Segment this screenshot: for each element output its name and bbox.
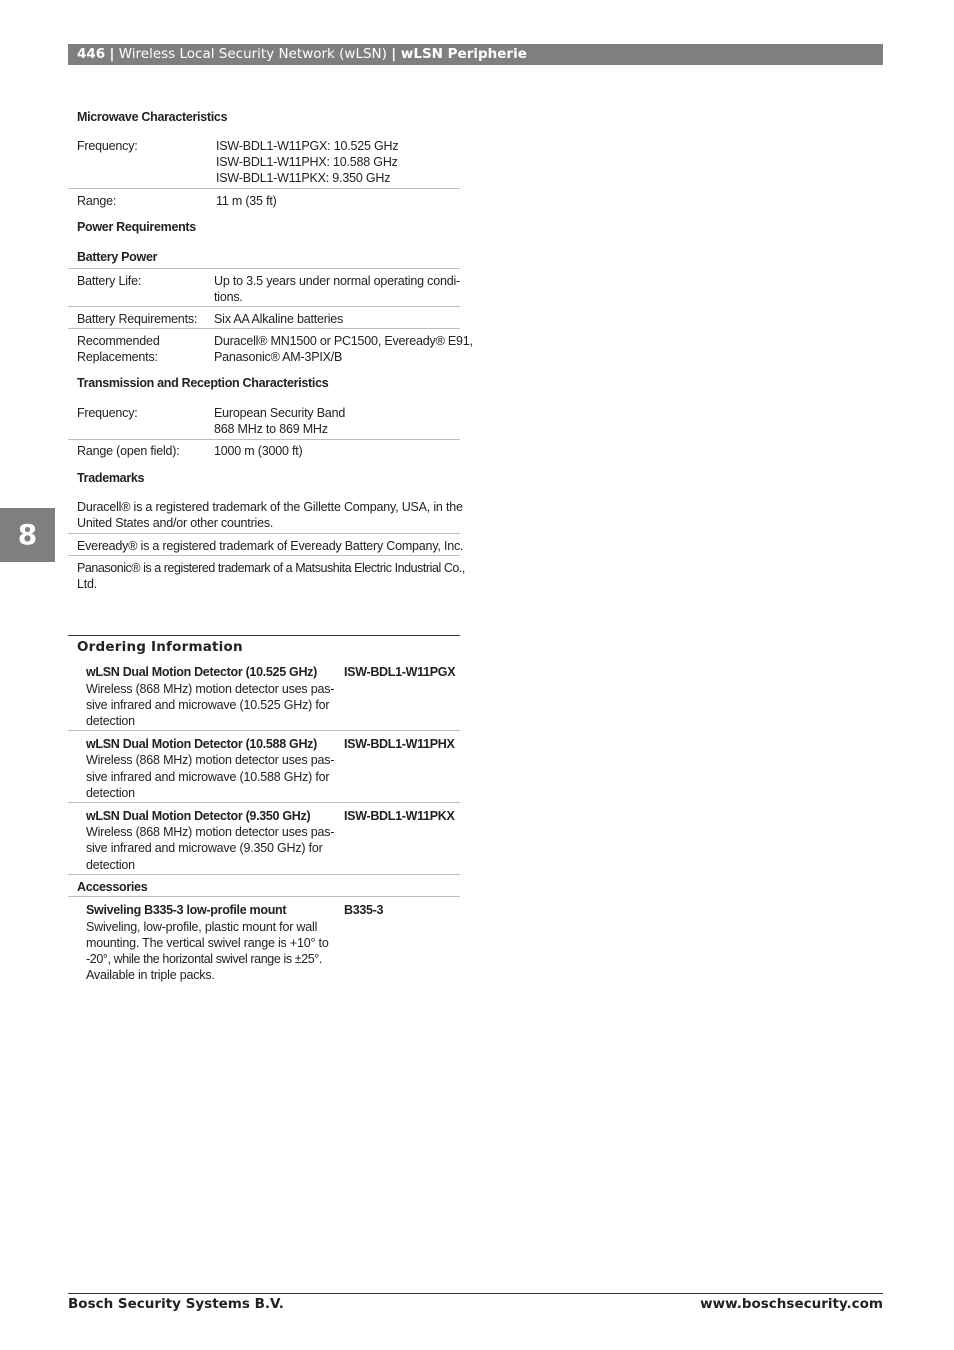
- product-name: wLSN Dual Motion Detector (10.588 GHz): [86, 737, 317, 751]
- replacements-value-2: Panasonic® AM-3PIX/B: [214, 350, 343, 364]
- page-number: 446: [77, 46, 106, 62]
- product-desc: sive infrared and microwave (10.525 GHz) for: [86, 698, 330, 712]
- mw-frequency-value-2: ISW-BDL1-W11PHX: 10.588 GHz: [216, 155, 398, 169]
- accessory-desc: Swiveling, low-profile, plastic mount for wall: [86, 920, 318, 934]
- header-separator: |: [109, 46, 115, 62]
- trademarks-heading: Trademarks: [77, 471, 145, 485]
- trademark-duracell-1: Duracell® is a registered trademark of the Gillette Company, USA, in the: [77, 500, 463, 514]
- accessories-heading: Accessories: [77, 880, 148, 894]
- tx-frequency-value-2: 868 MHz to 869 MHz: [214, 422, 328, 436]
- footer-website: www.boschsecurity.com: [700, 1296, 883, 1312]
- divider: [68, 874, 460, 875]
- page-header: [68, 44, 883, 65]
- divider: [68, 188, 460, 189]
- mw-frequency-value-3: ISW-BDL1-W11PKX: 9.350 GHz: [216, 171, 391, 185]
- microwave-heading: Microwave Characteristics: [77, 110, 228, 124]
- product-code: ISW-BDL1-W11PKX: [344, 809, 455, 823]
- divider: [68, 730, 460, 731]
- accessory-name: Swiveling B335-3 low-profile mount: [86, 903, 287, 917]
- trademark-duracell-2: United States and/or other countries.: [77, 516, 274, 530]
- divider: [68, 555, 460, 556]
- mw-frequency-value-1: ISW-BDL1-W11PGX: 10.525 GHz: [216, 139, 399, 153]
- mw-range-value: 11 m (35 ft): [216, 194, 277, 208]
- tx-range-value: 1000 m (3000 ft): [214, 444, 303, 458]
- product-code: ISW-BDL1-W11PGX: [344, 665, 456, 679]
- product-name: wLSN Dual Motion Detector (9.350 GHz): [86, 809, 311, 823]
- chapter-tab: 8: [0, 508, 55, 562]
- product-desc: detection: [86, 714, 135, 728]
- divider: [68, 328, 460, 329]
- ordering-title: Ordering Information: [77, 639, 243, 655]
- product-desc: sive infrared and microwave (9.350 GHz) for: [86, 841, 323, 855]
- ordering-top-rule: [68, 635, 460, 636]
- divider: [68, 896, 460, 897]
- mw-frequency-label: Frequency:: [77, 139, 138, 153]
- replacements-value-1: Duracell® MN1500 or PC1500, Eveready® E91,: [214, 334, 473, 348]
- trademark-panasonic-1: Panasonic® is a registered trademark of a Matsushita Electric Industrial Co.,: [77, 561, 465, 575]
- product-desc: sive infrared and microwave (10.588 GHz) for: [86, 770, 330, 784]
- product-desc: detection: [86, 858, 135, 872]
- accessory-desc: -20°, while the horizontal swivel range is ±25°.: [86, 952, 322, 966]
- battery-life-value-1: Up to 3.5 years under normal operating condi-: [214, 274, 461, 288]
- section-title: | wLSN Peripherie: [391, 46, 527, 62]
- product-desc: detection: [86, 786, 135, 800]
- tx-frequency-label: Frequency:: [77, 406, 138, 420]
- mw-range-label: Range:: [77, 194, 117, 208]
- trademark-panasonic-2: Ltd.: [77, 577, 98, 591]
- battery-req-value: Six AA Alkaline batteries: [214, 312, 344, 326]
- trademark-eveready: Eveready® is a registered trademark of Eveready Battery Company, Inc.: [77, 539, 464, 553]
- transmission-heading: Transmission and Reception Characteristics: [77, 376, 329, 390]
- product-name: wLSN Dual Motion Detector (10.525 GHz): [86, 665, 317, 679]
- divider: [68, 306, 460, 307]
- product-desc: Wireless (868 MHz) motion detector uses pas-: [86, 825, 335, 839]
- battery-life-label: Battery Life:: [77, 274, 142, 288]
- battery-req-label: Battery Requirements:: [77, 312, 198, 326]
- replacements-label-1: Recommended: [77, 334, 160, 348]
- product-code: ISW-BDL1-W11PHX: [344, 737, 455, 751]
- tx-range-label: Range (open field):: [77, 444, 180, 458]
- accessory-code: B335-3: [344, 903, 384, 917]
- divider: [68, 802, 460, 803]
- divider: [68, 268, 460, 269]
- battery-heading: Battery Power: [77, 250, 158, 264]
- footer-rule: [68, 1293, 883, 1294]
- replacements-label-2: Replacements:: [77, 350, 158, 364]
- divider: [68, 533, 460, 534]
- tx-frequency-value-1: European Security Band: [214, 406, 346, 420]
- power-heading: Power Requirements: [77, 220, 196, 234]
- product-desc: Wireless (868 MHz) motion detector uses pas-: [86, 682, 335, 696]
- footer-company: Bosch Security Systems B.V.: [68, 1296, 284, 1312]
- battery-life-value-2: tions.: [214, 290, 243, 304]
- accessory-desc: Available in triple packs.: [86, 968, 215, 982]
- accessory-desc: mounting. The vertical swivel range is +10° to: [86, 936, 329, 950]
- chapter-title: Wireless Local Security Network (wLSN): [118, 46, 387, 62]
- product-desc: Wireless (868 MHz) motion detector uses pas-: [86, 753, 335, 767]
- divider: [68, 439, 460, 440]
